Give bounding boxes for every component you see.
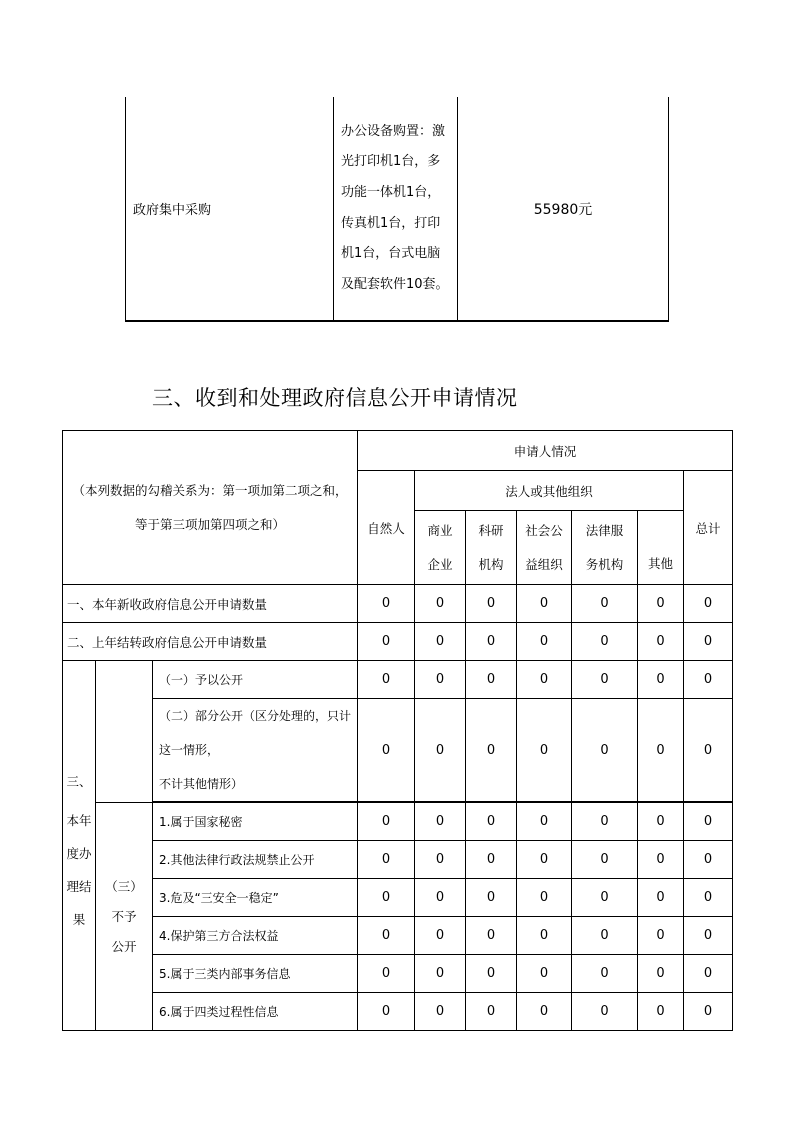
col-total: 总计 (684, 471, 733, 585)
col-research (466, 511, 517, 585)
r3c-group-l3: 公开 (111, 938, 137, 954)
table-cell: 0 (572, 699, 638, 802)
table-cell: 0 (517, 917, 572, 955)
table-cell: 0 (466, 879, 517, 917)
col-business-l2: 企业 (427, 556, 453, 572)
group3-label (63, 661, 96, 1031)
r3c-item-label: 1.属于国家秘密 (153, 803, 358, 841)
r3b-label-l2: 不计其他情形） (159, 777, 244, 791)
table-cell: 0 (415, 993, 466, 1031)
table-cell: 0 (684, 879, 733, 917)
r3c-group-l1: （三） (105, 878, 143, 894)
applicant-header: 申请人情况 (358, 431, 733, 471)
content-line: 及配套软件10套。 (341, 276, 449, 292)
table-cell: 0 (358, 699, 415, 802)
table-cell: 0 (517, 803, 572, 841)
table-cell: 0 (517, 623, 572, 661)
table-cell: 0 (638, 955, 684, 993)
col-research-l2: 机构 (478, 556, 504, 572)
r3c-group-label (96, 803, 153, 1031)
section-title: 三、收到和处理政府信息公开申请情况 (152, 386, 518, 410)
col-social-l2: 益组织 (525, 556, 563, 572)
table-cell: 0 (466, 955, 517, 993)
procurement-method: 政府集中采购 (126, 97, 334, 321)
table-cell: 0 (684, 917, 733, 955)
table-cell: 0 (684, 841, 733, 879)
table-cell: 0 (415, 699, 466, 802)
table-cell: 0 (572, 879, 638, 917)
table-cell: 0 (638, 841, 684, 879)
table-cell: 0 (466, 917, 517, 955)
group3-label-line: 理结 (66, 879, 92, 894)
col-business (415, 511, 466, 585)
col-research-l1: 科研 (478, 522, 504, 538)
table-cell: 0 (358, 803, 415, 841)
table-cell: 0 (572, 955, 638, 993)
procurement-table (125, 97, 669, 322)
note-line: 等于第三项加第四项之和） (135, 516, 286, 532)
table-cell: 0 (684, 803, 733, 841)
table-cell: 0 (466, 585, 517, 623)
table-cell: 0 (466, 841, 517, 879)
procurement-amount: 55980元 (458, 97, 669, 321)
group3-label-line: 果 (72, 912, 86, 927)
table-cell: 0 (358, 623, 415, 661)
table-cell: 0 (638, 993, 684, 1031)
table-cell: 0 (572, 841, 638, 879)
col-social (517, 511, 572, 585)
table-cell: 0 (638, 699, 684, 802)
col-law (572, 511, 638, 585)
col-business-l1: 商业 (427, 522, 453, 538)
content-line: 功能一体机1台， (341, 184, 441, 200)
note-line: （本列数据的勾稽关系为：第一项加第二项之和， (72, 482, 348, 498)
table-cell: 0 (684, 993, 733, 1031)
table-cell: 0 (415, 623, 466, 661)
table-cell: 0 (358, 585, 415, 623)
row2-label: 二、上年结转政府信息公开申请数量 (63, 623, 358, 661)
table-cell: 0 (358, 879, 415, 917)
table-cell: 0 (358, 955, 415, 993)
r3c-item-label: 2.其他法律行政法规禁止公开 (153, 841, 358, 879)
r3b-label (153, 699, 358, 802)
col-social-l1: 社会公 (525, 522, 563, 538)
table-cell: 0 (638, 661, 684, 699)
table-cell: 0 (517, 661, 572, 699)
table-cell: 0 (572, 803, 638, 841)
table-cell: 0 (466, 661, 517, 699)
table-cell: 0 (415, 917, 466, 955)
table-cell: 0 (466, 803, 517, 841)
col-natural-person: 自然人 (358, 471, 415, 585)
row1-label: 一、本年新收政府信息公开申请数量 (63, 585, 358, 623)
table-cell: 0 (358, 993, 415, 1031)
table-cell: 0 (684, 955, 733, 993)
table-cell: 0 (684, 623, 733, 661)
table-cell: 0 (684, 585, 733, 623)
group3-label-line: 三、 (66, 774, 92, 789)
group3-label-line: 度办 (66, 846, 92, 861)
table-cell: 0 (684, 661, 733, 699)
table-cell: 0 (638, 917, 684, 955)
table-cell: 0 (466, 623, 517, 661)
table-cell: 0 (572, 917, 638, 955)
table-cell: 0 (466, 699, 517, 802)
table-cell: 0 (517, 955, 572, 993)
procurement-content (334, 97, 458, 321)
table-cell: 0 (572, 623, 638, 661)
table-cell: 0 (638, 623, 684, 661)
col-law-l1: 法律服 (585, 522, 624, 538)
table-cell: 0 (415, 661, 466, 699)
table-cell: 0 (466, 993, 517, 1031)
group3-label-stack (63, 765, 95, 936)
legal-header: 法人或其他组织 (415, 471, 684, 511)
table-cell: 0 (572, 993, 638, 1031)
r3c-item-label: 5.属于三类内部事务信息 (153, 955, 358, 993)
applications-table (62, 430, 733, 1031)
table-cell: 0 (517, 699, 572, 802)
table-cell: 0 (358, 917, 415, 955)
content-line: 办公设备购置：激 (341, 123, 446, 139)
group3-label-b (96, 661, 153, 803)
table-cell: 0 (572, 661, 638, 699)
content-line: 传真机1台，打印 (341, 215, 441, 231)
content-line: 机1台，台式电脑 (341, 246, 441, 262)
group3-label-line: 本年 (66, 813, 92, 828)
table-note (63, 431, 358, 585)
table-cell: 0 (415, 841, 466, 879)
table-cell: 0 (415, 879, 466, 917)
r3c-item-label: 3.危及“三安全一稳定” (153, 879, 358, 917)
table-cell: 0 (684, 699, 733, 802)
r3a-label: （一）予以公开 (153, 661, 358, 699)
r3c-group-l2: 不予 (111, 908, 137, 924)
col-law-l2: 务机构 (585, 556, 624, 572)
table-cell: 0 (415, 803, 466, 841)
col-other: 其他 (638, 511, 684, 585)
table-cell: 0 (517, 879, 572, 917)
table-cell: 0 (517, 585, 572, 623)
table-cell: 0 (358, 841, 415, 879)
table-cell: 0 (638, 803, 684, 841)
table-cell: 0 (415, 585, 466, 623)
r3c-item-label: 6.属于四类过程性信息 (153, 993, 358, 1031)
content-line: 光打印机1台，多 (341, 154, 441, 170)
table-cell: 0 (638, 585, 684, 623)
r3b-label-l1: （二）部分公开（区分处理的，只计这一情形， (159, 709, 352, 757)
table-cell: 0 (517, 841, 572, 879)
table-cell: 0 (517, 993, 572, 1031)
table-cell: 0 (638, 879, 684, 917)
table-cell: 0 (572, 585, 638, 623)
table-cell: 0 (415, 955, 466, 993)
r3c-item-label: 4.保护第三方合法权益 (153, 917, 358, 955)
table-cell: 0 (358, 661, 415, 699)
